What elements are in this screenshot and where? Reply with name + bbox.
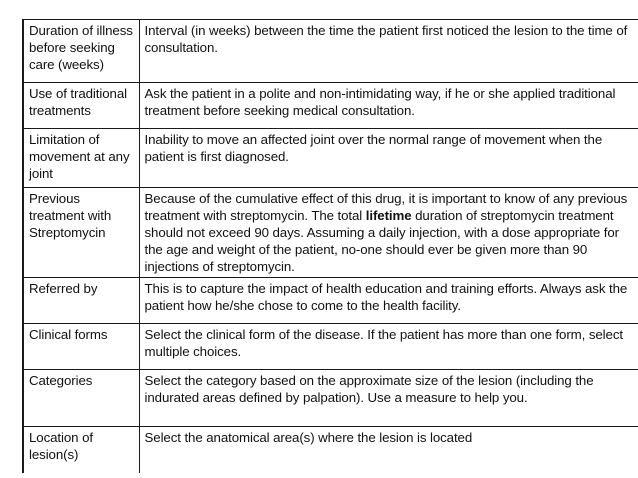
table-row-clinical-forms [23,324,638,370]
table-row-duration [23,20,638,83]
field-name-cell: Clinical forms [23,324,139,370]
field-description-cell: Select the anatomical area(s) where the lesion is located [139,427,638,473]
field-name-cell: Previous treatment with Streptomycin [23,188,139,278]
field-name-cell: Limitation of movement at any joint [23,129,139,188]
field-description-cell: This is to capture the impact of health education and training efforts. Always ask the patient how he/she chose to come to the health facility. [139,278,638,324]
field-name-cell: Referred by [23,278,139,324]
table-row-traditional-treatments [23,83,638,129]
table-row-previous-treatment [23,188,638,278]
field-description-cell: Ask the patient in a polite and non-intimidating way, if he or she applied traditional treatment before seeking medical consultation. [139,83,638,129]
table-row-referred-by [23,278,638,324]
field-name-cell: Use of traditional treatments [23,83,139,129]
field-description-cell [139,188,638,278]
field-name-cell: Categories [23,370,139,427]
table-row-location-of-lesions [23,427,638,473]
field-description-cell: Select the category based on the approximate size of the lesion (including the indurated areas defined by palpation). Use a measure to help you. [139,370,638,427]
description-text-before: Because of the cumulative effect of this drug, it is important to know of any previous treatment with streptomycin. The total [144,191,628,223]
field-description-cell: Inability to move an affected joint over the normal range of movement when the patient is first diagnosed. [139,129,638,188]
field-description-cell: Interval (in weeks) between the time the patient first noticed the lesion to the time of consultation. [139,20,638,83]
definitions-table [22,19,638,473]
field-name-cell: Location of lesion(s) [23,427,139,473]
table-row-limitation-of-movement [23,129,638,188]
field-name-cell: Duration of illness before seeking care (weeks) [23,20,139,83]
description-emphasis: lifetime [365,208,412,223]
description-text-after: duration of streptomycin treatment should not exceed 90 days. Assuming a daily injection, with a dose appropriate for the age and weight of the patient, no-one should ever be given more than 90 injections of streptomycin. [144,208,619,274]
field-description-cell: Select the clinical form of the disease. If the patient has more than one form, select multiple choices. [139,324,638,370]
table-row-categories [23,370,638,427]
